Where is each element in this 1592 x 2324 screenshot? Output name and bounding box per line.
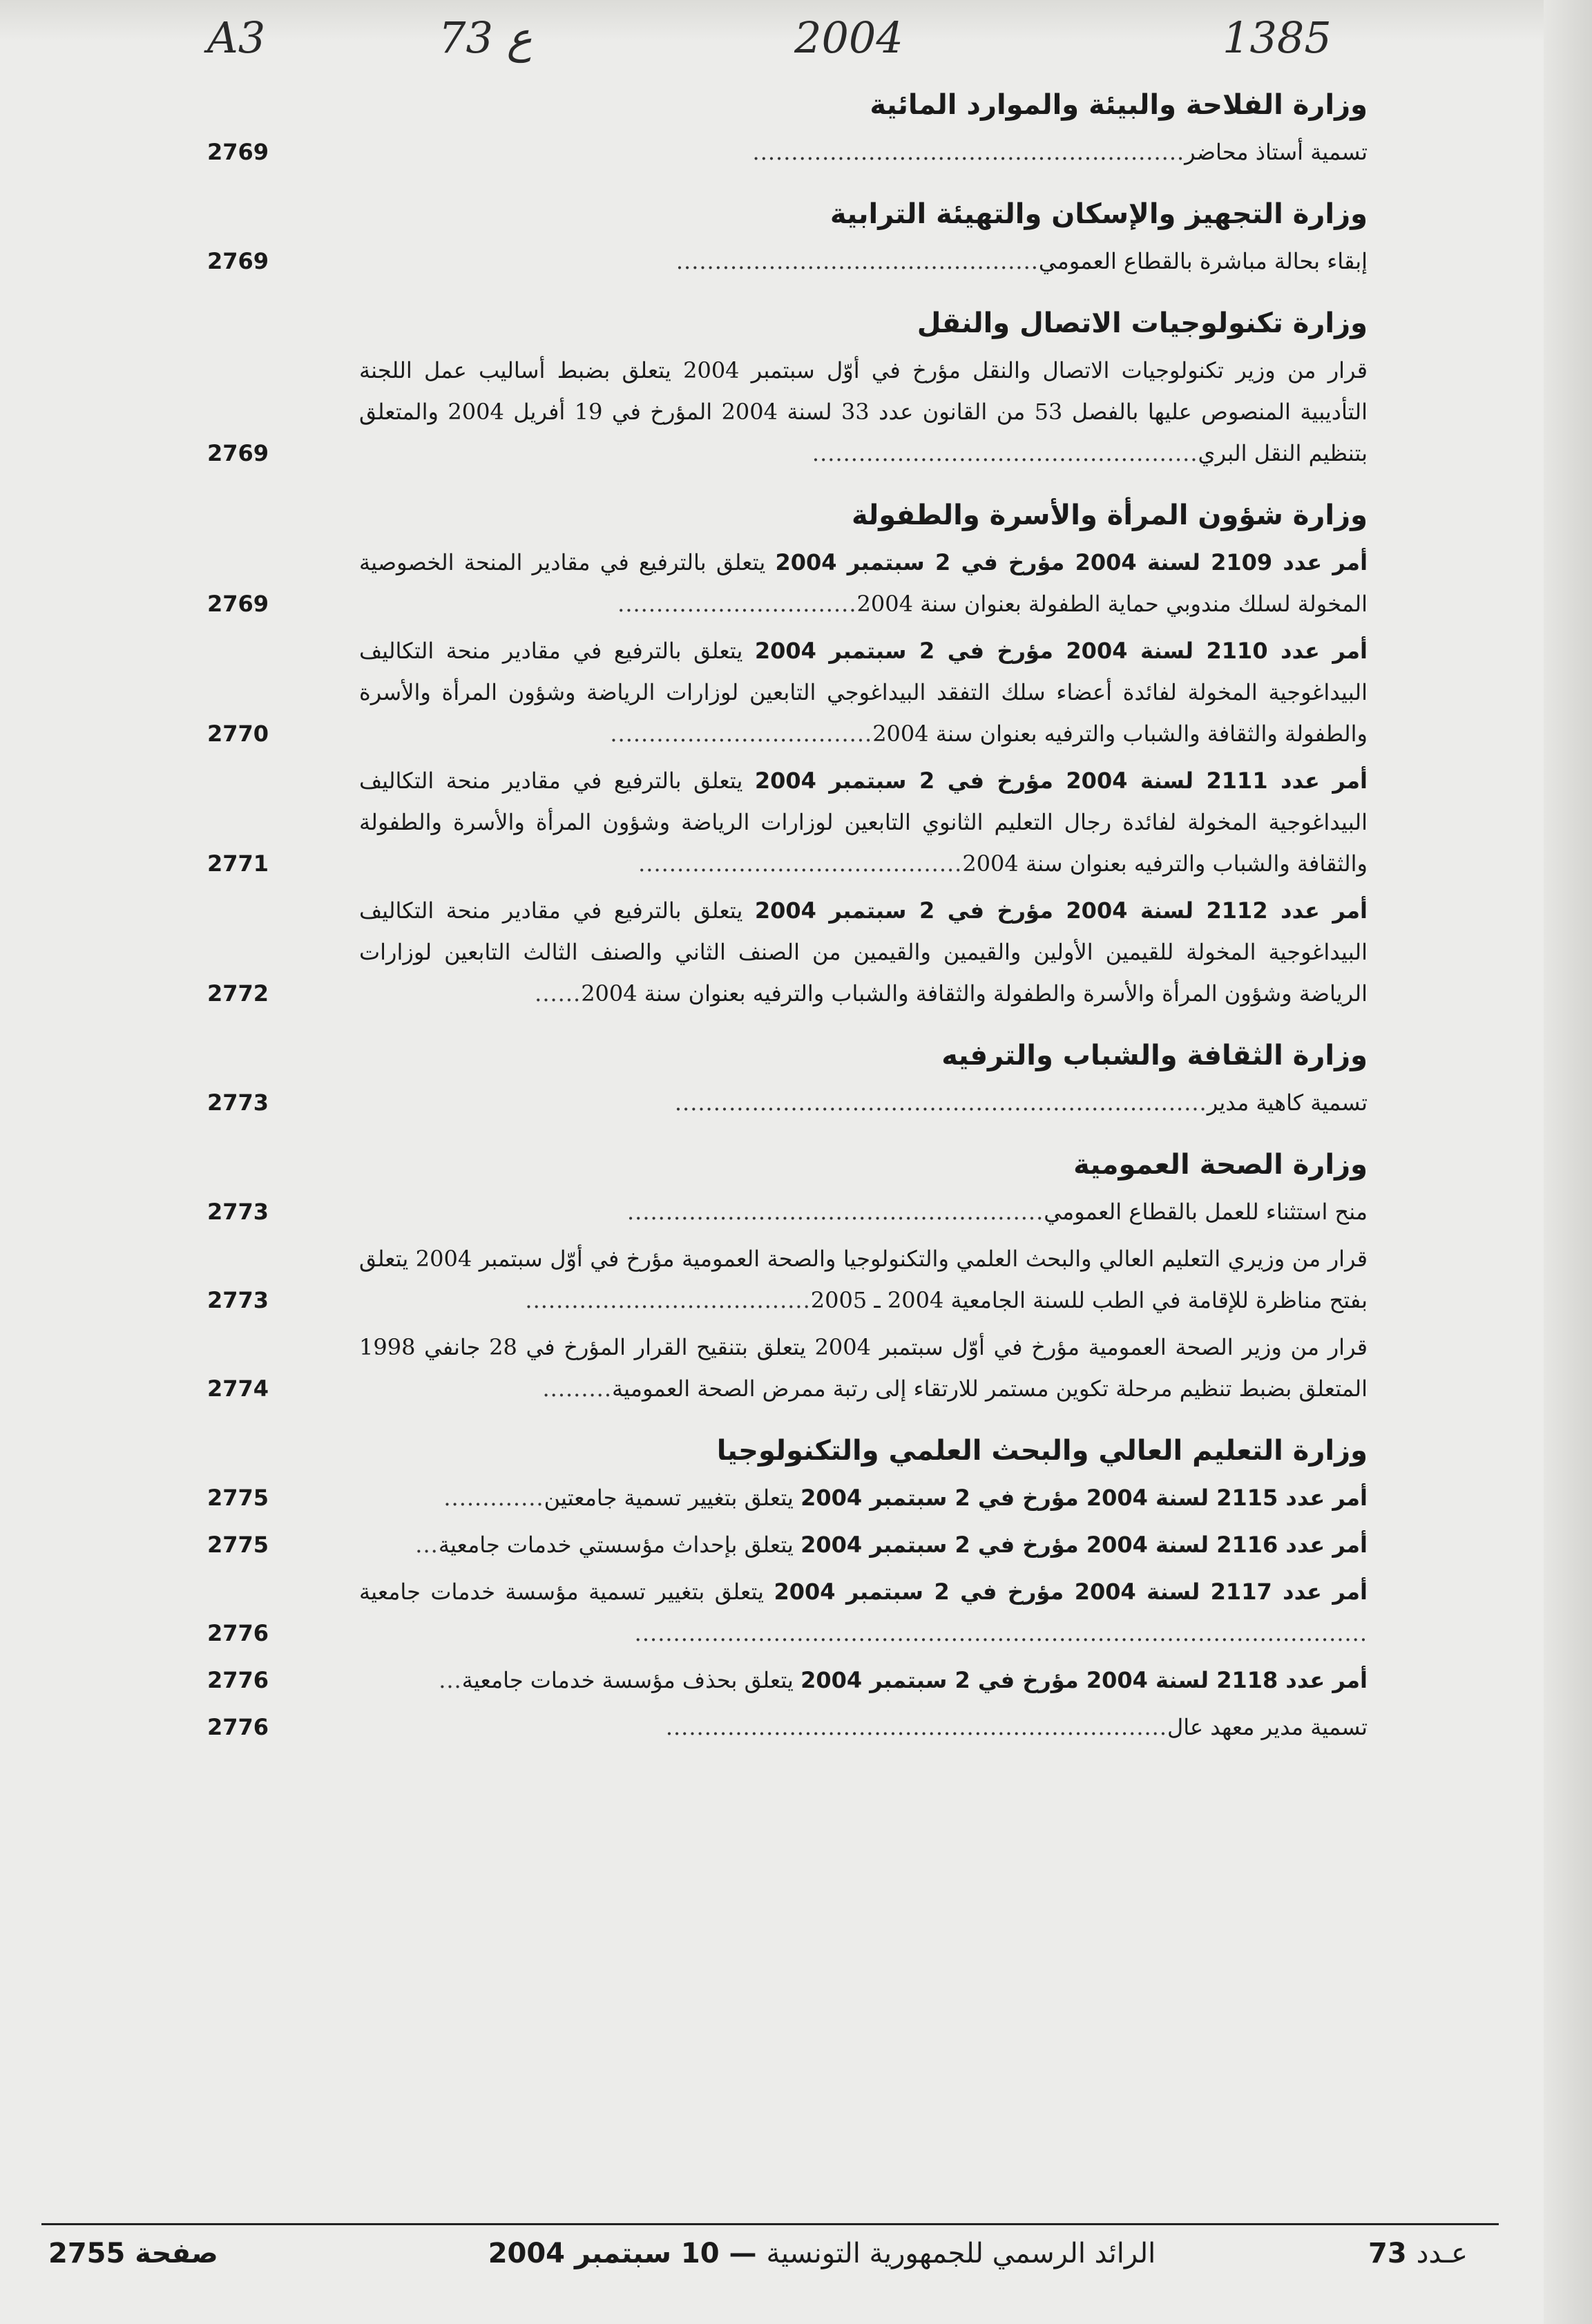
footer-divider bbox=[41, 2223, 1499, 2225]
entry-text: إبقاء بحالة مباشرة بالقطاع العمومي bbox=[1038, 248, 1368, 274]
toc-entry[interactable] bbox=[207, 630, 1368, 754]
footer-journal-name: الرائد الرسمي للجمهورية التونسية bbox=[766, 2238, 1156, 2269]
entry-page-number: 2776 bbox=[207, 1667, 269, 1693]
entry-leader-dots: ............. bbox=[443, 1485, 544, 1511]
toc-entry[interactable] bbox=[207, 1477, 1368, 1518]
entry-page-number: 2769 bbox=[207, 440, 269, 466]
ministry-title: وزارة الفلاحة والبيئة والموارد المائية bbox=[870, 89, 1368, 121]
entry-text: يتعلق بالترفيع في مقادير منحة التكاليف البيداغوجية المخولة للقيمين الأولين والقيمين والقيمين من الصنف الثاني والصنف الثالث التابعين لوزارات الرياضة وشؤون المرأة والأسرة والطفولة والثقافة والشباب والترفيه بعنوان سنة 2004 bbox=[359, 897, 1368, 1007]
ministry-section bbox=[207, 192, 1368, 282]
entry-page-number: 2771 bbox=[207, 850, 269, 877]
toc-entry[interactable] bbox=[207, 350, 1368, 474]
entry-page-number: 2776 bbox=[207, 1714, 269, 1740]
entry-page-number: 2773 bbox=[207, 1199, 269, 1225]
toc-entry[interactable] bbox=[207, 240, 1368, 282]
handwritten-note: 73 ع bbox=[439, 12, 533, 63]
toc-entry[interactable] bbox=[207, 1191, 1368, 1232]
entry-leader-dots: ......... bbox=[542, 1375, 613, 1402]
entry-text: تسمية كاهية مدير bbox=[1207, 1089, 1368, 1116]
ministry-section bbox=[207, 1034, 1368, 1123]
footer-date: 10 سبتمبر 2004 bbox=[488, 2238, 720, 2269]
footer-page-number bbox=[48, 2233, 218, 2274]
entry-decree-ref: أمر عدد 2117 لسنة 2004 مؤرخ في 2 سبتمبر 2004 bbox=[774, 1579, 1368, 1605]
entry-text: يتعلق بحذف مؤسسة خدمات جامعية bbox=[461, 1667, 794, 1693]
toc-entry[interactable] bbox=[207, 1524, 1368, 1565]
entry-page-number: 2775 bbox=[207, 1485, 269, 1511]
entry-decree-ref: أمر عدد 2111 لسنة 2004 مؤرخ في 2 سبتمبر 2004 bbox=[754, 768, 1368, 794]
entry-text: يتعلق بالترفيع في مقادير المنحة الخصوصية المخولة لسلك مندوبي حماية الطفولة بعنوان سنة 2004 bbox=[359, 549, 1368, 617]
footer-issue-number bbox=[1368, 2233, 1468, 2274]
entry-decree-ref: أمر عدد 2116 لسنة 2004 مؤرخ في 2 سبتمبر 2004 bbox=[800, 1532, 1368, 1558]
ministry-title: وزارة التعليم العالي والبحث العلمي والتكنولوجيا bbox=[716, 1435, 1368, 1467]
entry-page-number: 2773 bbox=[207, 1287, 269, 1313]
entry-leader-dots: ... bbox=[439, 1667, 462, 1693]
toc-entry[interactable] bbox=[207, 131, 1368, 173]
entry-page-number: 2774 bbox=[207, 1375, 269, 1402]
entry-page-number: 2772 bbox=[207, 980, 269, 1007]
toc-entry[interactable] bbox=[207, 1082, 1368, 1123]
entry-leader-dots: ...................................................... bbox=[626, 1199, 1044, 1225]
entry-text: يتعلق بتغيير تسمية جامعتين bbox=[544, 1485, 794, 1511]
toc-entry[interactable] bbox=[207, 542, 1368, 625]
ministry-title: وزارة الثقافة والشباب والترفيه bbox=[941, 1040, 1368, 1071]
entry-decree-ref: أمر عدد 2109 لسنة 2004 مؤرخ في 2 سبتمبر 2004 bbox=[775, 549, 1368, 575]
footer-issue-value: 73 bbox=[1368, 2238, 1407, 2269]
footer-separator: — bbox=[729, 2238, 757, 2269]
entry-text: قرار من وزير الصحة العمومية مؤرخ في أوّل سبتمبر 2004 يتعلق بتنقيح القرار المؤرخ في 28 جانفي 1998 المتعلق بضبط تنظيم مرحلة تكوين مستمر للارتقاء إلى رتبة ممرض الصحة العمومية bbox=[359, 1334, 1368, 1402]
entry-page-number: 2776 bbox=[207, 1620, 269, 1646]
entry-leader-dots: ..................................... bbox=[525, 1287, 811, 1313]
entry-text: قرار من وزيري التعليم العالي والبحث العلمي والتكنولوجيا والصحة العمومية مؤرخ في أوّل سبتمبر 2004 يتعلق بفتح مناظرة للإقامة في الطب للسنة الجامعية 2004 ـ 2005 bbox=[359, 1246, 1368, 1313]
entry-decree-ref: أمر عدد 2112 لسنة 2004 مؤرخ في 2 سبتمبر 2004 bbox=[754, 897, 1368, 924]
ministry-title: وزارة الصحة العمومية bbox=[1073, 1149, 1368, 1181]
toc-entry[interactable] bbox=[207, 1659, 1368, 1701]
entry-leader-dots: .................................................. bbox=[812, 440, 1198, 466]
entry-leader-dots: ............................................................................................... bbox=[634, 1620, 1368, 1646]
ministry-section bbox=[207, 1429, 1368, 1748]
entry-decree-ref: أمر عدد 2115 لسنة 2004 مؤرخ في 2 سبتمبر 2004 bbox=[800, 1485, 1368, 1511]
entry-leader-dots: ............................... bbox=[617, 591, 857, 617]
entry-leader-dots: ... bbox=[415, 1532, 439, 1558]
handwritten-note: 1385 bbox=[1222, 12, 1332, 63]
entry-text: منح استثناء للعمل بالقطاع العمومي bbox=[1044, 1199, 1368, 1225]
toc-entry[interactable] bbox=[207, 1706, 1368, 1748]
entry-page-number: 2769 bbox=[207, 248, 269, 274]
ministry-title: وزارة تكنولوجيات الاتصال والنقل bbox=[917, 307, 1368, 339]
entry-decree-ref: أمر عدد 2118 لسنة 2004 مؤرخ في 2 سبتمبر 2004 bbox=[800, 1667, 1368, 1693]
handwritten-note: A3 bbox=[207, 12, 266, 63]
scan-shadow-right bbox=[1544, 0, 1592, 2324]
entry-leader-dots: ..................................................................... bbox=[674, 1089, 1207, 1116]
entry-page-number: 2769 bbox=[207, 139, 269, 165]
ministry-title: وزارة التجهيز والإسكان والتهيئة الترابية bbox=[829, 198, 1368, 230]
entry-text: يتعلق بإحداث مؤسستي خدمات جامعية bbox=[438, 1532, 794, 1558]
footer-journal-line bbox=[477, 2233, 1167, 2274]
entry-leader-dots: ...... bbox=[535, 980, 582, 1007]
entry-leader-dots: ................................................................. bbox=[665, 1714, 1167, 1740]
entry-text: يتعلق بتغيير تسمية مؤسسة خدمات جامعية bbox=[359, 1579, 765, 1605]
entry-text: يتعلق بالترفيع في مقادير منحة التكاليف البيداغوجية المخولة لفائدة أعضاء سلك التفقد البيداغوجي التابعين لوزارات الرياضة وشؤون المرأة والأسرة والطفولة والثقافة والشباب والترفيه بعنوان سنة 2004 bbox=[359, 638, 1368, 747]
entry-leader-dots: ........................................................ bbox=[752, 139, 1185, 165]
entry-leader-dots: .................................. bbox=[610, 721, 873, 747]
entry-text: يتعلق بالترفيع في مقادير منحة التكاليف البيداغوجية المخولة لفائدة رجال التعليم الثانوي التابعين لوزارات الرياضة وشؤون المرأة والأسرة والطفولة والثقافة والشباب والترفيه بعنوان سنة 2004 bbox=[359, 768, 1368, 877]
entry-text: قرار من وزير تكنولوجيات الاتصال والنقل مؤرخ في أوّل سبتمبر 2004 يتعلق بضبط أساليب عمل اللجنة التأديبية المنصوص عليها بالفصل 53 من القانون عدد 33 لسنة 2004 المؤرخ في 19 أفريل 2004 والمتعلق بتنظيم النقل البري bbox=[359, 357, 1368, 466]
entry-page-number: 2770 bbox=[207, 721, 269, 747]
toc-entry[interactable] bbox=[207, 1326, 1368, 1409]
ministry-section bbox=[207, 493, 1368, 1014]
toc-entry[interactable] bbox=[207, 890, 1368, 1014]
entry-leader-dots: ............................................... bbox=[675, 248, 1039, 274]
entry-text: تسمية مدير معهد عال bbox=[1167, 1714, 1368, 1740]
toc-entry[interactable] bbox=[207, 1571, 1368, 1654]
ministry-section bbox=[207, 1143, 1368, 1409]
table-of-contents bbox=[207, 83, 1368, 1767]
entry-page-number: 2773 bbox=[207, 1089, 269, 1116]
toc-entry[interactable] bbox=[207, 760, 1368, 884]
handwritten-note: 2004 bbox=[794, 12, 903, 63]
ministry-section bbox=[207, 83, 1368, 173]
entry-page-number: 2769 bbox=[207, 591, 269, 617]
toc-entry[interactable] bbox=[207, 1238, 1368, 1321]
ministry-title: وزارة شؤون المرأة والأسرة والطفولة bbox=[851, 499, 1368, 531]
entry-page-number: 2775 bbox=[207, 1532, 269, 1558]
footer-page-label: صفحة bbox=[135, 2238, 218, 2269]
entry-leader-dots: .......................................... bbox=[638, 850, 963, 877]
entry-text: تسمية أستاذ محاضر bbox=[1185, 139, 1368, 165]
footer-issue-label: عـدد bbox=[1416, 2238, 1468, 2269]
footer-page-value: 2755 bbox=[48, 2238, 126, 2269]
ministry-section bbox=[207, 301, 1368, 474]
entry-decree-ref: أمر عدد 2110 لسنة 2004 مؤرخ في 2 سبتمبر 2004 bbox=[754, 638, 1368, 664]
